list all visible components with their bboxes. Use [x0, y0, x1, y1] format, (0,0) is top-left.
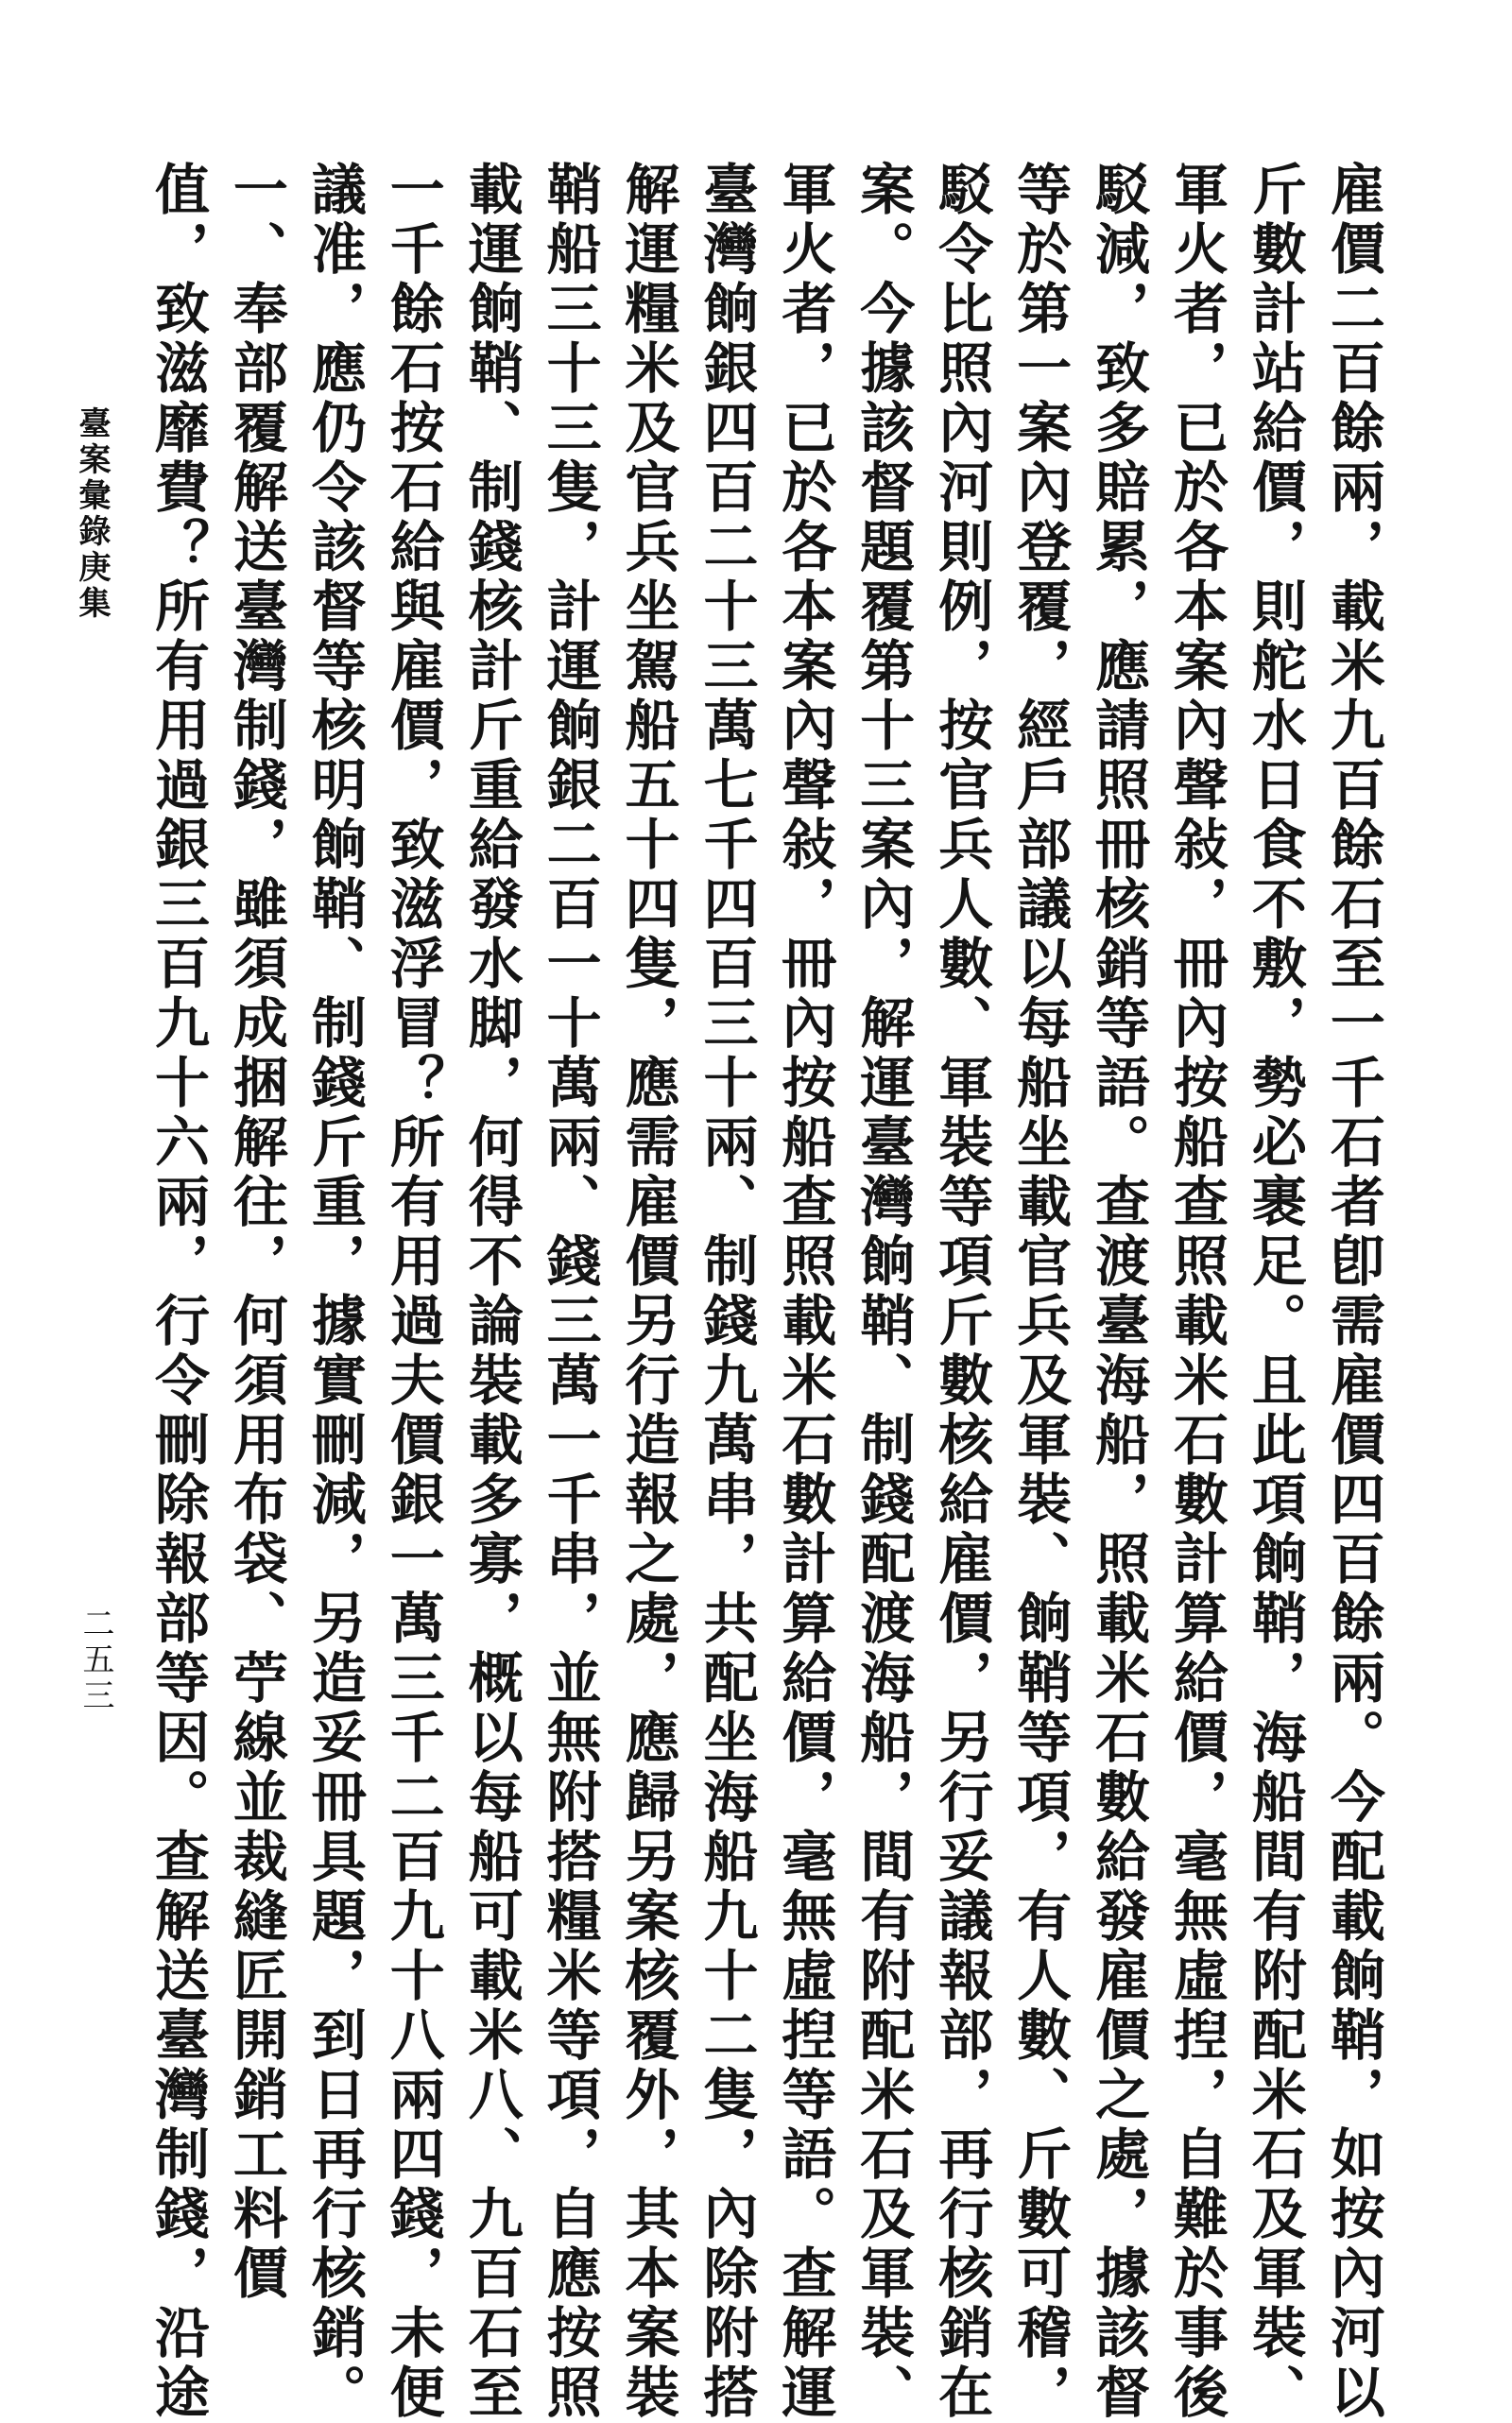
text-column: 議准，應仍令該督等核明餉鞘、制錢斤重，據實刪減，另造妥冊具題，到日再行核銷。: [301, 161, 367, 2423]
text-column: 鞘船三十三隻，計運餉銀二百一十萬兩、錢三萬一千串，並無附搭糧米等項，自應按照: [537, 161, 602, 2423]
text-column: 駁令比照內河則例，按官兵人數、軍裝等項斤數核給雇價，另行妥議報部，再行核銷在: [929, 161, 994, 2423]
text-column: 解運糧米及官兵坐駕船五十四隻，應需雇價另行造報之處，應歸另案核覆外，其本案裝: [615, 161, 680, 2423]
text-column: 載運餉鞘、制錢核計斤重給發水脚，何得不論裝載多寡，概以每船可載米八、九百石至: [458, 161, 524, 2423]
text-column: 一千餘石按石給與雇價，致滋浮冒？所有用過夫價銀一萬三千二百九十八兩四錢，未便: [380, 161, 445, 2423]
text-column: 駁減，致多賠累，應請照冊核銷等語。查渡臺海船，照載米石數給發雇價之處，據該督: [1086, 161, 1151, 2423]
text-column: 等於第一案內登覆，經戶部議以每船坐載官兵及軍裝、餉鞘等項，有人數、斤數可稽，: [1007, 161, 1073, 2423]
page-number: 二五三: [77, 1607, 114, 1714]
text-column: 案。今據該督題覆第十三案內，解運臺灣餉鞘、制錢配渡海船，間有附配米石及軍裝、: [850, 161, 916, 2423]
text-column: 一、奉部覆解送臺灣制錢，雖須成捆解往，何須用布袋、苧線並裁縫匠開銷工料價: [223, 161, 288, 2304]
body-text: [142, 161, 1389, 2423]
book-title: 臺案彙錄庚集: [73, 406, 111, 622]
text-column: 值，致滋靡費？所有用過銀三百九十六兩，行令刪除報部等因。查解送臺灣制錢，沿途: [146, 161, 210, 2423]
text-column: 斤數計站給價，則舵水日食不敷，勢必裹足。且此項餉鞘，海船間有附配米石及軍裝、: [1242, 161, 1307, 2423]
text-column: 軍火者，已於各本案內聲敍，冊內按船查照載米石數計算給價，毫無虛揑，自難於事後: [1163, 161, 1228, 2423]
text-column: 雇價二百餘兩，載米九百餘石至一千石者卽需雇價四百餘兩。今配載餉鞘，如按內河以: [1320, 161, 1385, 2423]
text-column: 臺灣餉銀四百二十三萬七千四百三十兩、制錢九萬串，共配坐海船九十二隻，內除附搭: [694, 161, 759, 2423]
text-column: 軍火者，已於各本案內聲敍，冊內按船查照載米石數計算給價，毫無虛揑等語。查解運: [772, 161, 837, 2423]
